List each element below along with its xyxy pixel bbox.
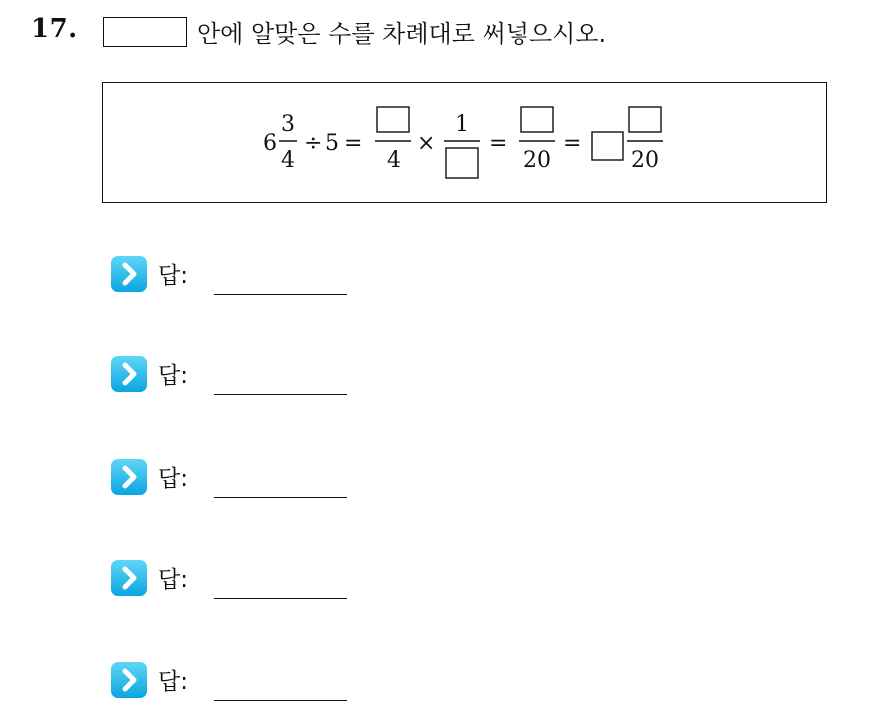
answer-line[interactable] xyxy=(214,294,347,295)
eq-frac5-denominator: 20 xyxy=(631,148,659,173)
eq-equals-3: = xyxy=(563,131,582,156)
eq-divide-sign: ÷ xyxy=(304,131,323,156)
answer-label: 답: xyxy=(158,363,188,389)
answer-row xyxy=(110,661,370,705)
answer-row xyxy=(110,255,370,299)
question-instruction: 안에 알맞은 수를 차례대로 써넣으시오. xyxy=(197,20,607,48)
eq-frac4-denominator: 20 xyxy=(523,148,551,173)
answer-line[interactable] xyxy=(214,497,347,498)
equation-box xyxy=(102,82,827,203)
eq-frac5-numerator-box xyxy=(629,107,661,132)
chevron-right-icon xyxy=(110,355,148,393)
eq-whole-box xyxy=(592,132,623,160)
eq-frac4-numerator-box xyxy=(521,107,553,132)
answer-row xyxy=(110,458,370,502)
answer-line[interactable] xyxy=(214,598,347,599)
answer-label: 답: xyxy=(158,466,188,492)
answer-label: 답: xyxy=(158,567,188,593)
eq-whole: 6 xyxy=(263,131,277,156)
answer-row xyxy=(110,559,370,603)
eq-frac2-denominator: 4 xyxy=(387,148,401,173)
answer-label: 답: xyxy=(158,263,188,289)
eq-frac2-numerator-box xyxy=(377,107,409,132)
question-number: 17. xyxy=(31,14,78,44)
equation-svg xyxy=(103,83,828,204)
eq-frac3-denominator-box xyxy=(446,148,478,178)
chevron-right-icon xyxy=(110,458,148,496)
chevron-right-icon xyxy=(110,559,148,597)
eq-equals-1: = xyxy=(344,131,363,156)
chevron-right-icon xyxy=(110,255,148,293)
eq-divisor: 5 xyxy=(325,131,339,156)
chevron-right-icon xyxy=(110,661,148,699)
eq-frac1-denominator: 4 xyxy=(281,148,295,173)
answer-row xyxy=(110,355,370,399)
eq-equals-2: = xyxy=(489,131,508,156)
answer-blank-box xyxy=(103,17,187,47)
answer-label: 답: xyxy=(158,669,188,695)
eq-frac1-numerator: 3 xyxy=(281,112,295,137)
answer-line[interactable] xyxy=(214,700,347,701)
eq-times-sign: × xyxy=(417,131,436,156)
eq-frac3-numerator: 1 xyxy=(455,112,469,137)
answer-line[interactable] xyxy=(214,394,347,395)
